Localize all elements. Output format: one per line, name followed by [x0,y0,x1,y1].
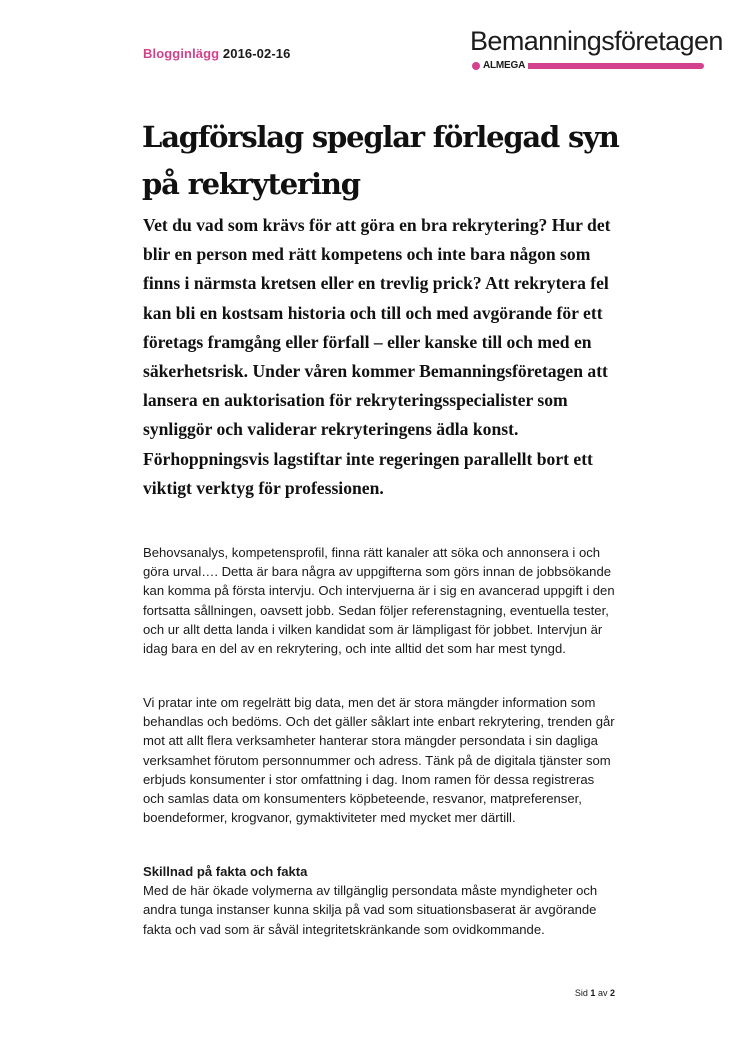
body-paragraph-3: Med de här ökade volymerna av tillgänglig persondata måste myndigheter och andra tunga instanser kunna skilja på vad som situationsbaserat är avgörande fakta och vad som är såväl integritetskränkande som ovidkommande. [143,883,598,937]
page-separator: av [597,988,608,998]
logo-dot-icon [472,62,480,70]
section-subheading: Skillnad på fakta och fakta [143,864,308,879]
body-paragraph-2: Vi pratar inte om regelrätt big data, men det är stora mängder information som behandlas och bedöms. Och det gäller såklart inte enbart rekrytering, trenden går mot att allt flera verksamheter hanterar stora mängder persondata i sin dagliga verksamhet förutom personnummer och adress. Tänk på de digitala tjänster som erbjuds konsumenter i stor omfattning i dag. Inom ramen för dessa registreras och samlas data om konsumenters köpbeteende, resvanor, matpreferenser, boendeformer, krogvanor, gymaktiviteter med mycket mer därtill. [143,695,615,826]
bemanningsforetagen-logo [470,26,723,76]
logo-subtext: ALMEGA [483,59,528,72]
article-title: Lagförslag speglar förlegad syn på rekrytering [142,120,619,201]
post-date: 2016-02-16 [222,46,291,61]
post-meta [143,46,290,61]
article-lead: Vet du vad som krävs för att göra en bra rekrytering? Hur det blir en person med rätt kompetens och inte bara någon som finns i närmsta kretsen eller en trevlig prick? Att rekrytera fel kan bli en kostsam historia och till och med avgörande för ett företags framgång eller förfall – eller kanske till och med en säkerhetsrisk. Under våren kommer Bemanningsföretagen att lansera en auktorisation för rekryteringsspecialister som synliggör och validerar rekryteringens ädla konst. Förhoppningsvis lagstiftar inte regeringen parallellt bort ett viktigt verktyg för professionen. [143,215,611,498]
section-skillnad [143,862,615,939]
page-word: Sid [574,988,588,998]
page-current: 1 [590,988,596,998]
logo-wordmark: Bemanningsföretagen [470,26,723,56]
logo-pink-line [526,63,704,69]
page-number [575,988,615,998]
page-total: 2 [609,988,615,998]
body-paragraph-1: Behovsanalys, kompetensprofil, finna rätt kanaler att söka och annonsera i och göra urval…. Detta är bara några av uppgifterna som görs innan de jobbsökande kan komma på första intervju. Och intervjuerna är i sig en avancerad uppgift i den fortsatta sållningen, oavsett jobb. Sedan följer referenstagning, eventuella tester, och ur allt detta landa i vilken kandidat som är lämpligast för jobbet. Intervjun är idag bara en del av en rekrytering, och inte alltid det som har mest tyngd. [143,545,615,657]
post-type-label: Blogginlägg [143,46,220,61]
logo-bar [470,62,704,70]
